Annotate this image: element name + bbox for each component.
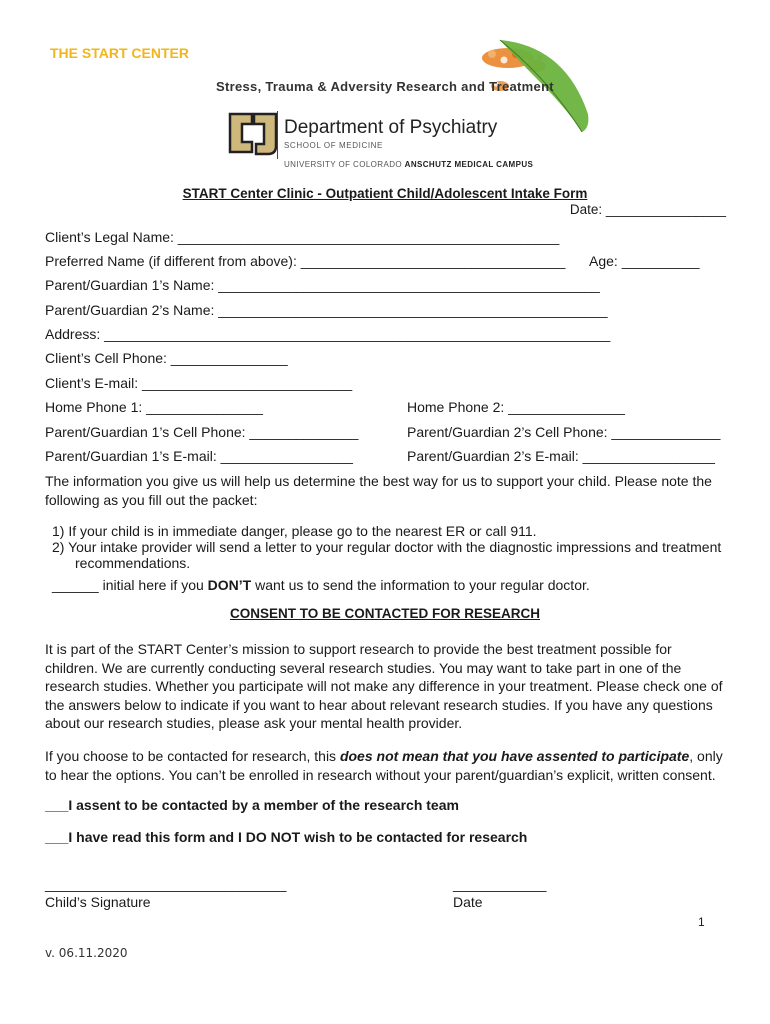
university-text: UNIVERSITY OF COLORADO [284,160,403,169]
page-number: 1 [698,915,705,929]
signature-date-line[interactable]: ____________ [453,876,547,892]
initial-blank[interactable]: ______ [52,577,99,593]
date-field[interactable]: Date: ________________ [569,202,726,217]
list-item-2-cont: recommendations. [75,555,191,571]
parent1-email-field[interactable]: Parent/Guardian 1’s E-mail: _________________ [45,448,353,464]
home-phone1-field[interactable]: Home Phone 1: _______________ [45,399,263,415]
consent-paragraph-1: It is part of the START Center’s mission to support research to provide the best treatment possible for children. We are currently conducting several research studies. You may want to take part in one of the research studies. Whether you participate will not make any difference in your treatment. Please check one of the answers below to indicate if you want to hear about relevant research studies. If you have any questions about our research studies, please ask your mental health provider. [45,641,723,731]
initial-emphasis: DON’T [207,577,252,593]
assent-option[interactable]: ___I assent to be contacted by a member of the research team [45,797,459,813]
signature-date-label: Date [453,894,483,910]
logo-divider [277,111,278,159]
initial-text-after: want us to send the information to your regular doctor. [251,577,590,593]
signature-label: Child’s Signature [45,894,151,910]
list-item-1: 1) If your child is in immediate danger, please go to the nearest ER or call 911. [52,523,537,539]
consent-p2-after: , only to hear the options. You can’t be enrolled in research without your parent/guardian’s explicit, written consent. [45,748,723,783]
school-name: SCHOOL OF MEDICINE [284,141,383,150]
consent-p2-emphasis: does not mean that you have assented to participate [339,748,690,764]
university-name [284,160,533,169]
preferred-name-field[interactable]: Preferred Name (if different from above): __________________________________ [45,253,566,269]
cell-phone-field[interactable]: Client’s Cell Phone: _______________ [45,350,288,366]
cu-logo [226,108,280,158]
parent2-name-field[interactable]: Parent/Guardian 2’s Name: __________________________________________________ [45,302,608,318]
campus-text: ANSCHUTZ MEDICAL CAMPUS [404,160,534,169]
legal-name-field[interactable]: Client’s Legal Name: _________________________________________________ [45,229,560,245]
info-paragraph: The information you give us will help us determine the best way for us to support your child. Please note the following as you fill out the packet: [45,473,712,508]
initial-text-before: initial here if you [98,577,208,593]
parent2-email-field[interactable]: Parent/Guardian 2’s E-mail: _________________ [407,448,715,464]
page-subtitle: Stress, Trauma & Adversity Research and Treatment [216,79,554,94]
parent1-name-field[interactable]: Parent/Guardian 1’s Name: _________________________________________________ [45,277,600,293]
email-field[interactable]: Client’s E-mail: ___________________________ [45,375,353,391]
list-item-2: 2) Your intake provider will send a letter to your regular doctor with the diagnostic impressions and treatment [52,539,722,555]
consent-paragraph-2 [45,747,725,784]
version-label: v. 06.11.2020 [45,946,128,960]
parent1-cell-field[interactable]: Parent/Guardian 1’s Cell Phone: ______________ [45,424,359,440]
form-title: START Center Clinic - Outpatient Child/Adolescent Intake Form [182,186,588,201]
department-name: Department of Psychiatry [284,117,498,138]
initial-line[interactable] [52,577,590,594]
home-phone2-field[interactable]: Home Phone 2: _______________ [407,399,625,415]
signature-line[interactable]: _______________________________ [45,876,287,892]
consent-p2-before: If you choose to be contacted for research, this [45,748,340,764]
consent-title: CONSENT TO BE CONTACTED FOR RESEARCH [229,606,540,621]
age-field[interactable]: Age: __________ [589,253,700,269]
address-field[interactable]: Address: _________________________________________________________________ [45,326,611,342]
parent2-cell-field[interactable]: Parent/Guardian 2’s Cell Phone: ______________ [407,424,721,440]
decline-option[interactable]: ___I have read this form and I DO NOT wish to be contacted for research [45,829,528,845]
center-name: THE START CENTER [50,45,189,61]
